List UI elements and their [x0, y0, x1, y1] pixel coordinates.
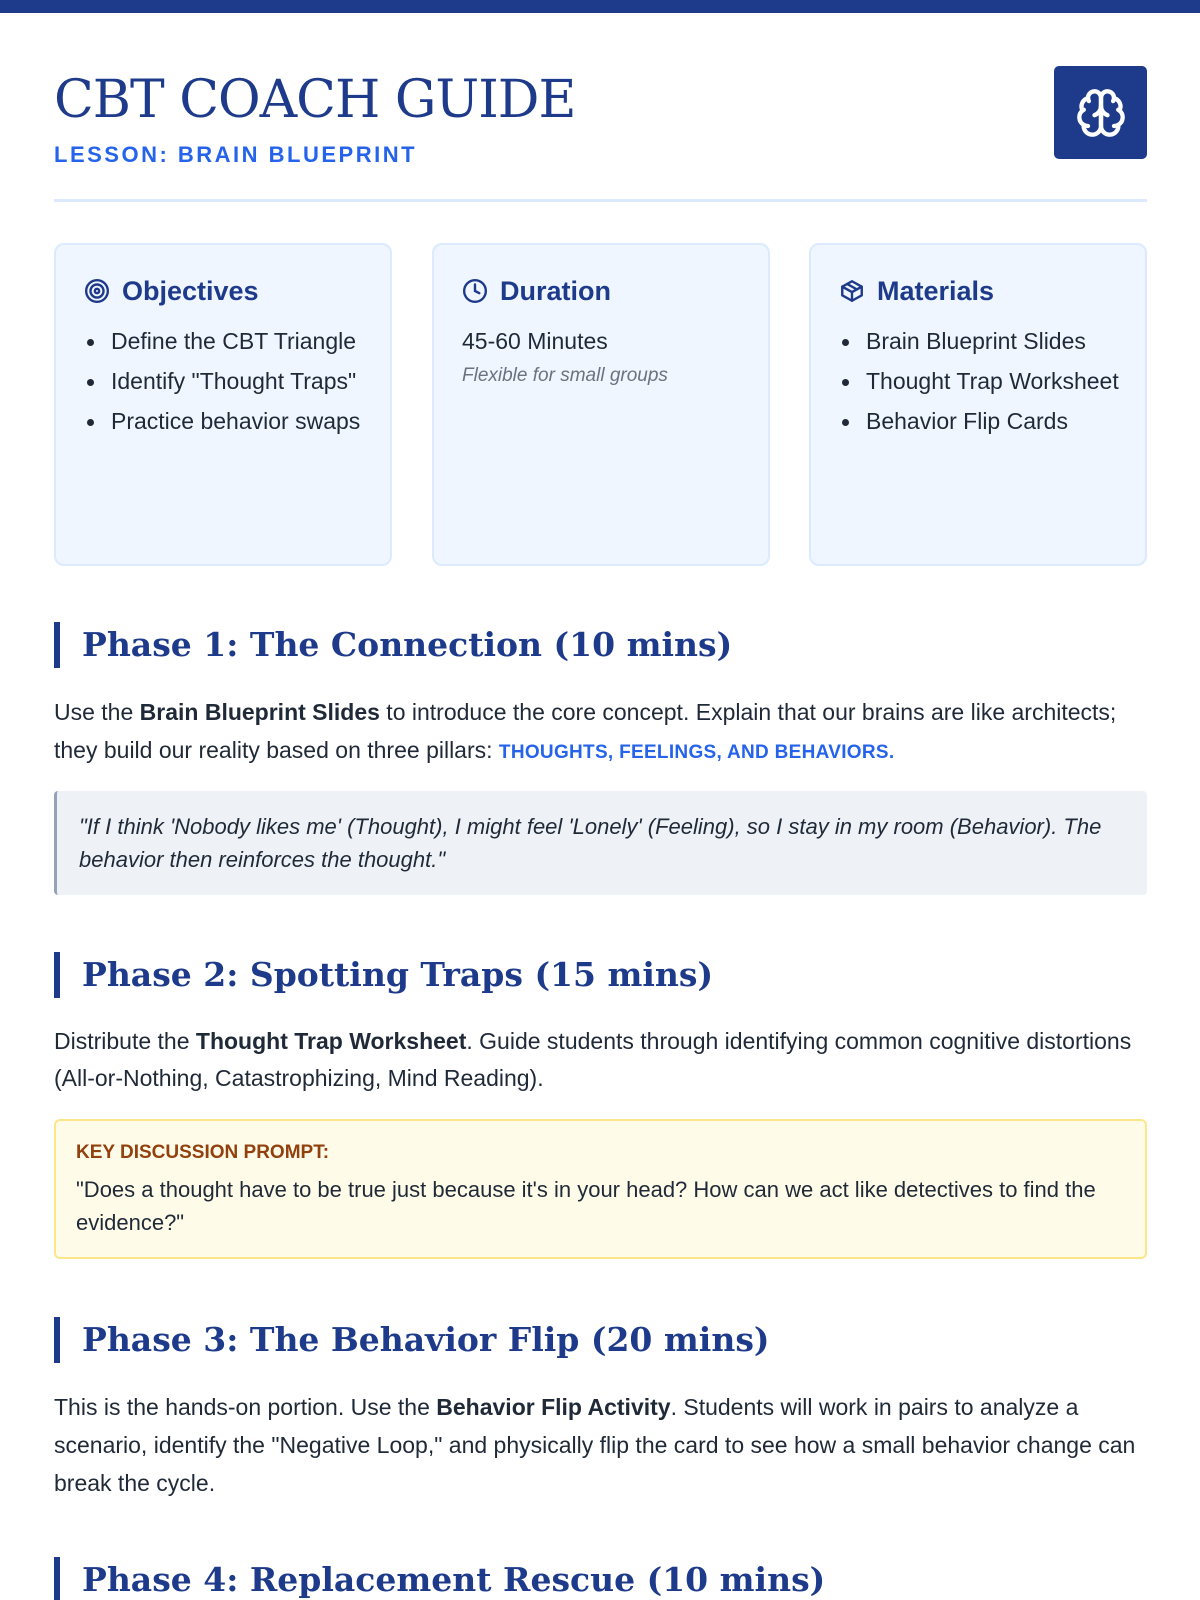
brain-icon [1075, 87, 1127, 139]
phase-1-bold-material: Brain Blueprint Slides [139, 699, 380, 725]
objectives-title: Objectives [122, 275, 259, 306]
phase-1-text-part: Use the [54, 699, 140, 725]
phase-1-heading: Phase 1: The Connection (10 mins) [54, 622, 732, 668]
list-item: Brain Blueprint Slides [839, 325, 1119, 358]
phase-3-bold-material: Behavior Flip Activity [436, 1394, 671, 1420]
materials-list [839, 325, 1119, 438]
phase-2-heading: Phase 2: Spotting Traps (15 mins) [54, 952, 713, 998]
duration-title: Duration [500, 275, 611, 306]
phase-3-text-part: . Students will work in pairs to analyze a scenario, identify the "Negative Loop," and physically flip the card to see how a small behavior change can break the cycle. [54, 1394, 1136, 1496]
page-header [54, 66, 1147, 196]
list-item: Behavior Flip Cards [839, 405, 1119, 438]
phase-1-highlight: THOUGHTS, FEELINGS, AND BEHAVIORS. [498, 742, 895, 763]
clock-icon [462, 278, 488, 304]
phase-1-text-part: to introduce the core concept. Explain that our brains are like architects; they build our reality based on three pillars: [54, 699, 1117, 763]
objectives-list [84, 325, 364, 438]
header-divider [54, 199, 1147, 202]
materials-card-header [839, 275, 1119, 307]
list-item: Identify "Thought Traps" [84, 365, 364, 398]
objectives-card [54, 243, 392, 566]
list-item: Define the CBT Triangle [84, 325, 364, 358]
phase-1-example-quote: "If I think 'Nobody likes me' (Thought), I might feel 'Lonely' (Feeling), so I stay in my room (Behavior). The behavior then reinforces the thought." [54, 791, 1147, 895]
duration-card-header [462, 275, 742, 307]
prompt-text: "Does a thought have to be true just because it's in your head? How can we act like detectives to find the evidence?" [76, 1177, 1096, 1235]
box-icon [839, 278, 865, 304]
phase-3-text-part: This is the hands-on portion. Use the [54, 1394, 437, 1420]
overview-cards [54, 243, 1147, 566]
materials-card [809, 243, 1147, 566]
phase-1-text [54, 693, 1147, 772]
prompt-label: KEY DISCUSSION PROMPT: [76, 1142, 330, 1163]
list-item: Practice behavior swaps [84, 405, 364, 438]
lesson-subtitle: LESSON: BRAIN BLUEPRINT [54, 142, 418, 167]
phase-3-text [54, 1388, 1147, 1502]
duration-value: 45-60 Minutes [462, 328, 608, 354]
list-item: Thought Trap Worksheet [839, 365, 1119, 398]
phase-3-heading: Phase 3: The Behavior Flip (20 mins) [54, 1317, 770, 1363]
target-icon [84, 278, 110, 304]
phase-2-text-part: . Guide students through identifying common cognitive distortions (All-or-Nothing, Catastrophizing, Mind Reading). [54, 1028, 1132, 1091]
phase-4-heading: Phase 4: Replacement Rescue (10 mins) [54, 1557, 825, 1600]
phase-2-text [54, 1023, 1147, 1097]
duration-note: Flexible for small groups [462, 365, 668, 386]
phase-2-text-part: Distribute the [54, 1028, 196, 1054]
phase-2-bold-material: Thought Trap Worksheet [195, 1028, 467, 1054]
duration-card [432, 243, 770, 566]
discussion-prompt-box [54, 1119, 1147, 1259]
objectives-card-header [84, 275, 364, 307]
brain-badge [1054, 66, 1147, 159]
top-accent-bar [0, 0, 1200, 13]
page-title: CBT COACH GUIDE [54, 70, 576, 130]
materials-title: Materials [877, 275, 995, 306]
